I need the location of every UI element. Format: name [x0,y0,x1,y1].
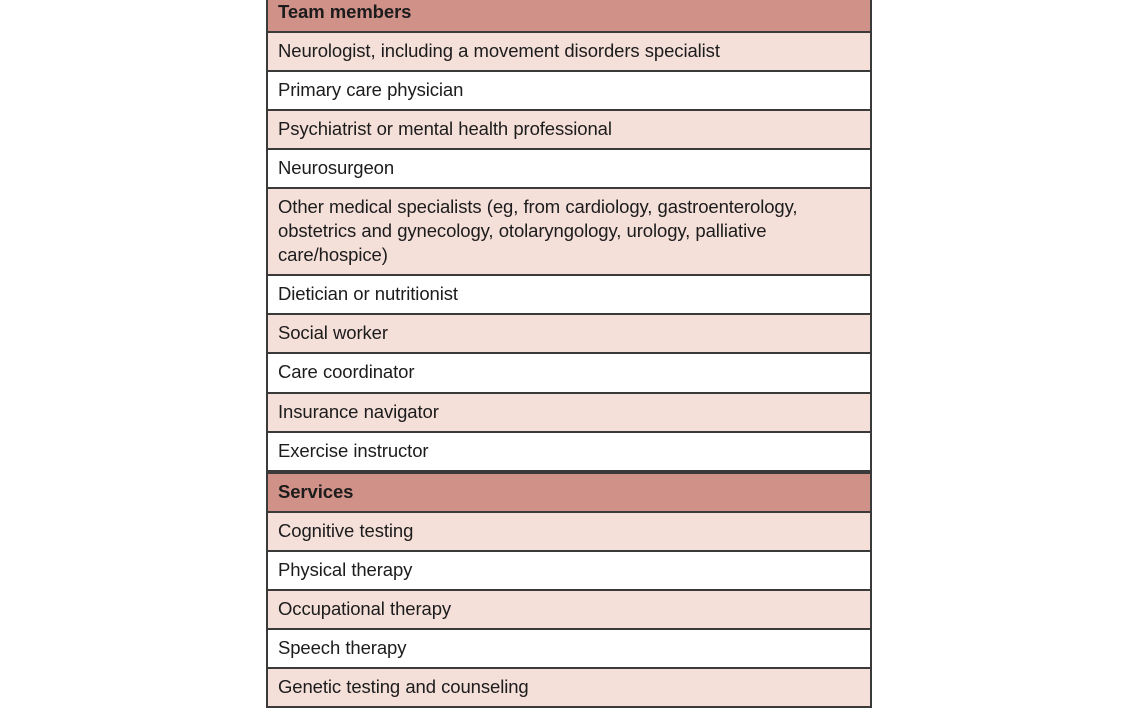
table-cell-label: Insurance navigator [278,400,439,422]
table-row [268,111,870,150]
table-row [268,669,870,708]
table-cell-label: Genetic testing and counseling [278,675,529,697]
table-cell-label: Occupational therapy [278,597,452,619]
section-header-label: Services [278,480,354,502]
table-row [268,276,870,315]
table-row [268,354,870,393]
table-cell-label: Cognitive testing [278,519,414,541]
table-row [268,315,870,354]
table-row [268,189,870,276]
table-cell-label: Neurologist, including a movement disorders specialist [278,40,720,62]
table-cell-label: Social worker [278,322,388,344]
table-row [268,33,870,72]
table-row [268,513,870,552]
care-team-and-services-table [266,0,872,708]
section-header-row [268,0,870,33]
table-cell-label: Physical therapy [278,558,413,580]
table-row [268,591,870,630]
table-cell-label: Primary care physician [278,79,464,101]
section-header-label: Team members [278,1,412,22]
table-row [268,630,870,669]
table-cell-label: Psychiatrist or mental health professional [278,118,612,140]
table-cell-label: Neurosurgeon [278,157,395,179]
table-row [268,433,870,472]
table-row [268,552,870,591]
table-body [267,0,871,708]
table-cell-label: Other medical specialists (eg, from cardiology, gastroenterology, obstetrics and gynecology, otolaryngology, urology, palliative care/hospice) [278,196,798,266]
table-cell-label: Speech therapy [278,636,407,658]
table-cell-label: Care coordinator [278,361,415,383]
table-row [268,150,870,189]
table-row [268,72,870,111]
table-row [268,394,870,433]
section-header-row [268,472,870,513]
table-cell-label: Exercise instructor [278,439,429,461]
table-cell-label: Dietician or nutritionist [278,283,458,305]
